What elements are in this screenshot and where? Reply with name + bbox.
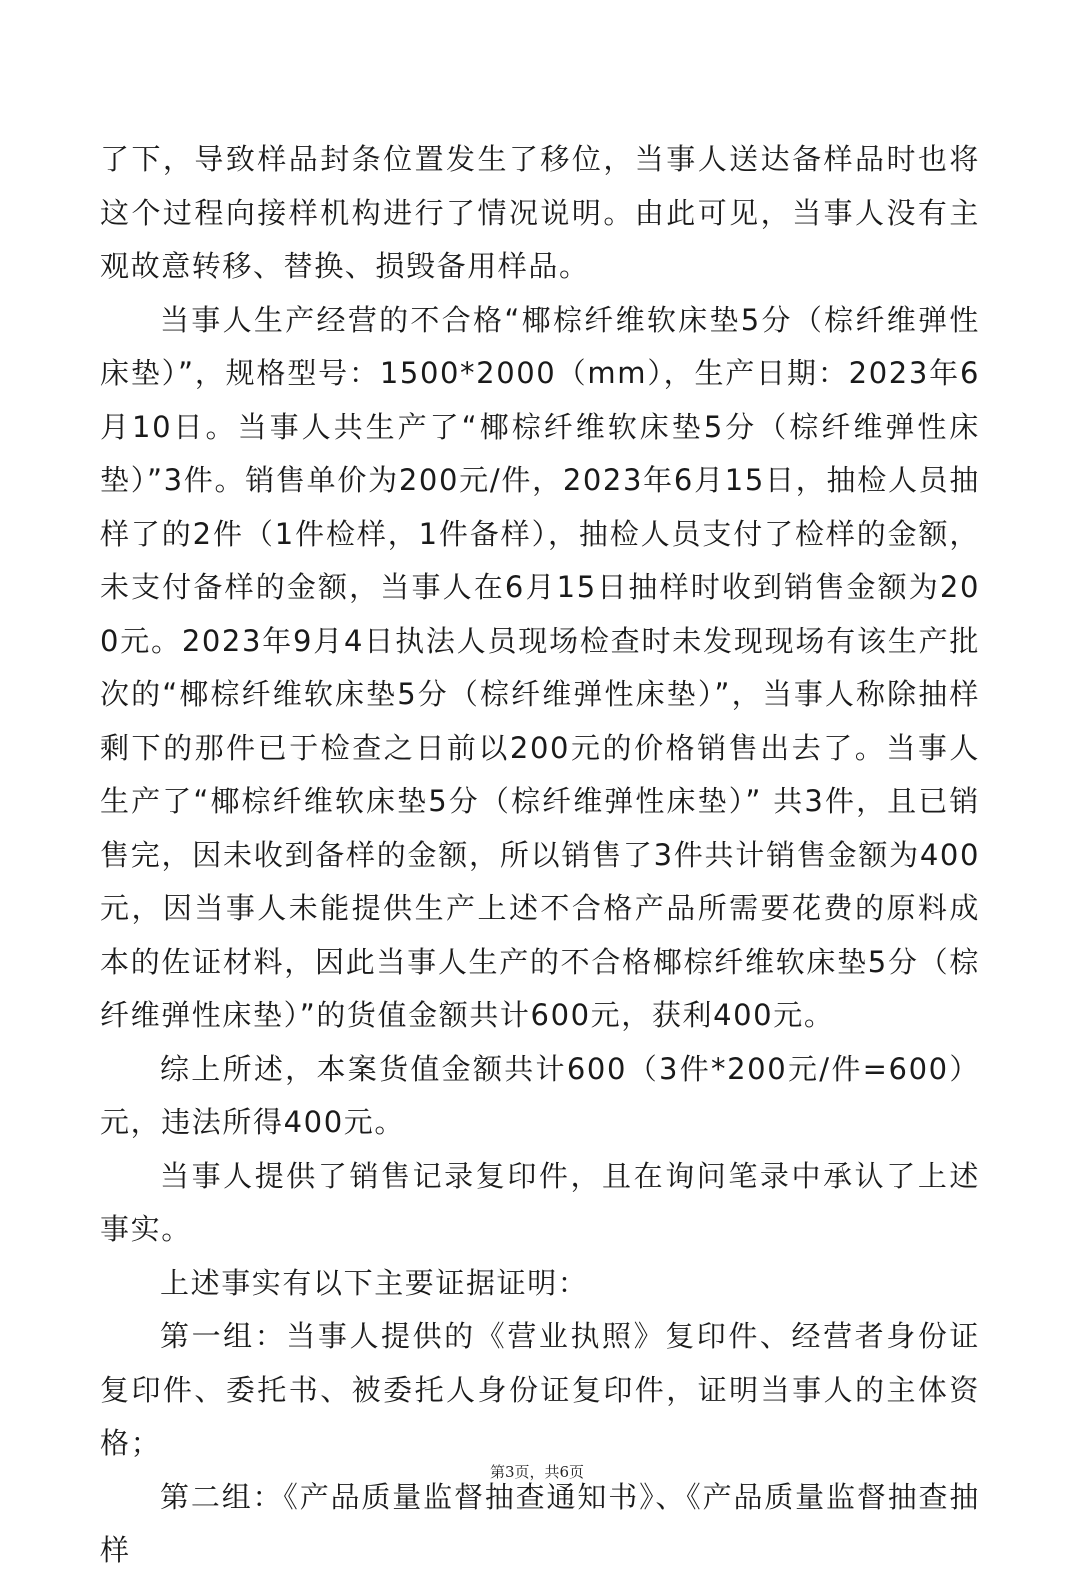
paragraph-continuation: 了下，导致样品封条位置发生了移位，当事人送达备样品时也将这个过程向接样机构进行了情况说明。由此可见，当事人没有主观故意转移、替换、损毁备用样品。 [100,142,980,283]
paragraph-summary: 综上所述，本案货值金额共计600（3件*200元/件=600）元，违法所得400元。 [100,1051,980,1139]
page-number-footer: 第3页，共6页 [489,1463,585,1481]
paragraph-evidence-group-1: 第一组：当事人提供的《营业执照》复印件、经营者身份证复印件、委托书、被委托人身份证复印件，证明当事人的主体资格； [100,1319,980,1460]
paragraph-evidence-group-2: 第二组：《产品质量监督抽查通知书》、《产品质量监督抽查抽样 [100,1479,980,1567]
paragraph-evidence-intro: 上述事实有以下主要证据证明： [160,1265,589,1300]
paragraph-product-facts: 当事人生产经营的不合格“椰棕纤维软床垫5分（棕纤维弹性床垫）”，规格型号：1500*2000（mm），生产日期：2023年6月10日。当事人共生产了“椰棕纤维软床垫5分（棕纤维弹性床垫）”3件。销售单价为200元/件，2023年6月15日，抽检人员抽样了的2件（1件检样，1件备样），抽检人员支付了检样的金额，未支付备样的金额，当事人在6月15日抽样时收到销售金额为200元。2023年9月4日执法人员现场检查时未发现现场有该生产批次的“椰棕纤维软床垫5分（棕纤维弹性床垫）”，当事人称除抽样剩下的那件已于检查之日前以200元的价格销售出去了。当事人生产了“椰棕纤维软床垫5分（棕纤维弹性床垫）” 共3件，且已销售完，因未收到备样的金额，所以销售了3件共计销售金额为400元，因当事人未能提供生产上述不合格产品所需要花费的原料成本的佐证材料，因此当事人生产的不合格椰棕纤维软床垫5分（棕纤维弹性床垫）”的货值金额共计600元，获利400元。 [100,302,980,1032]
paragraph-sales-record: 当事人提供了销售记录复印件，且在询问笔录中承认了上述事实。 [100,1158,980,1246]
document-body [100,133,980,1578]
